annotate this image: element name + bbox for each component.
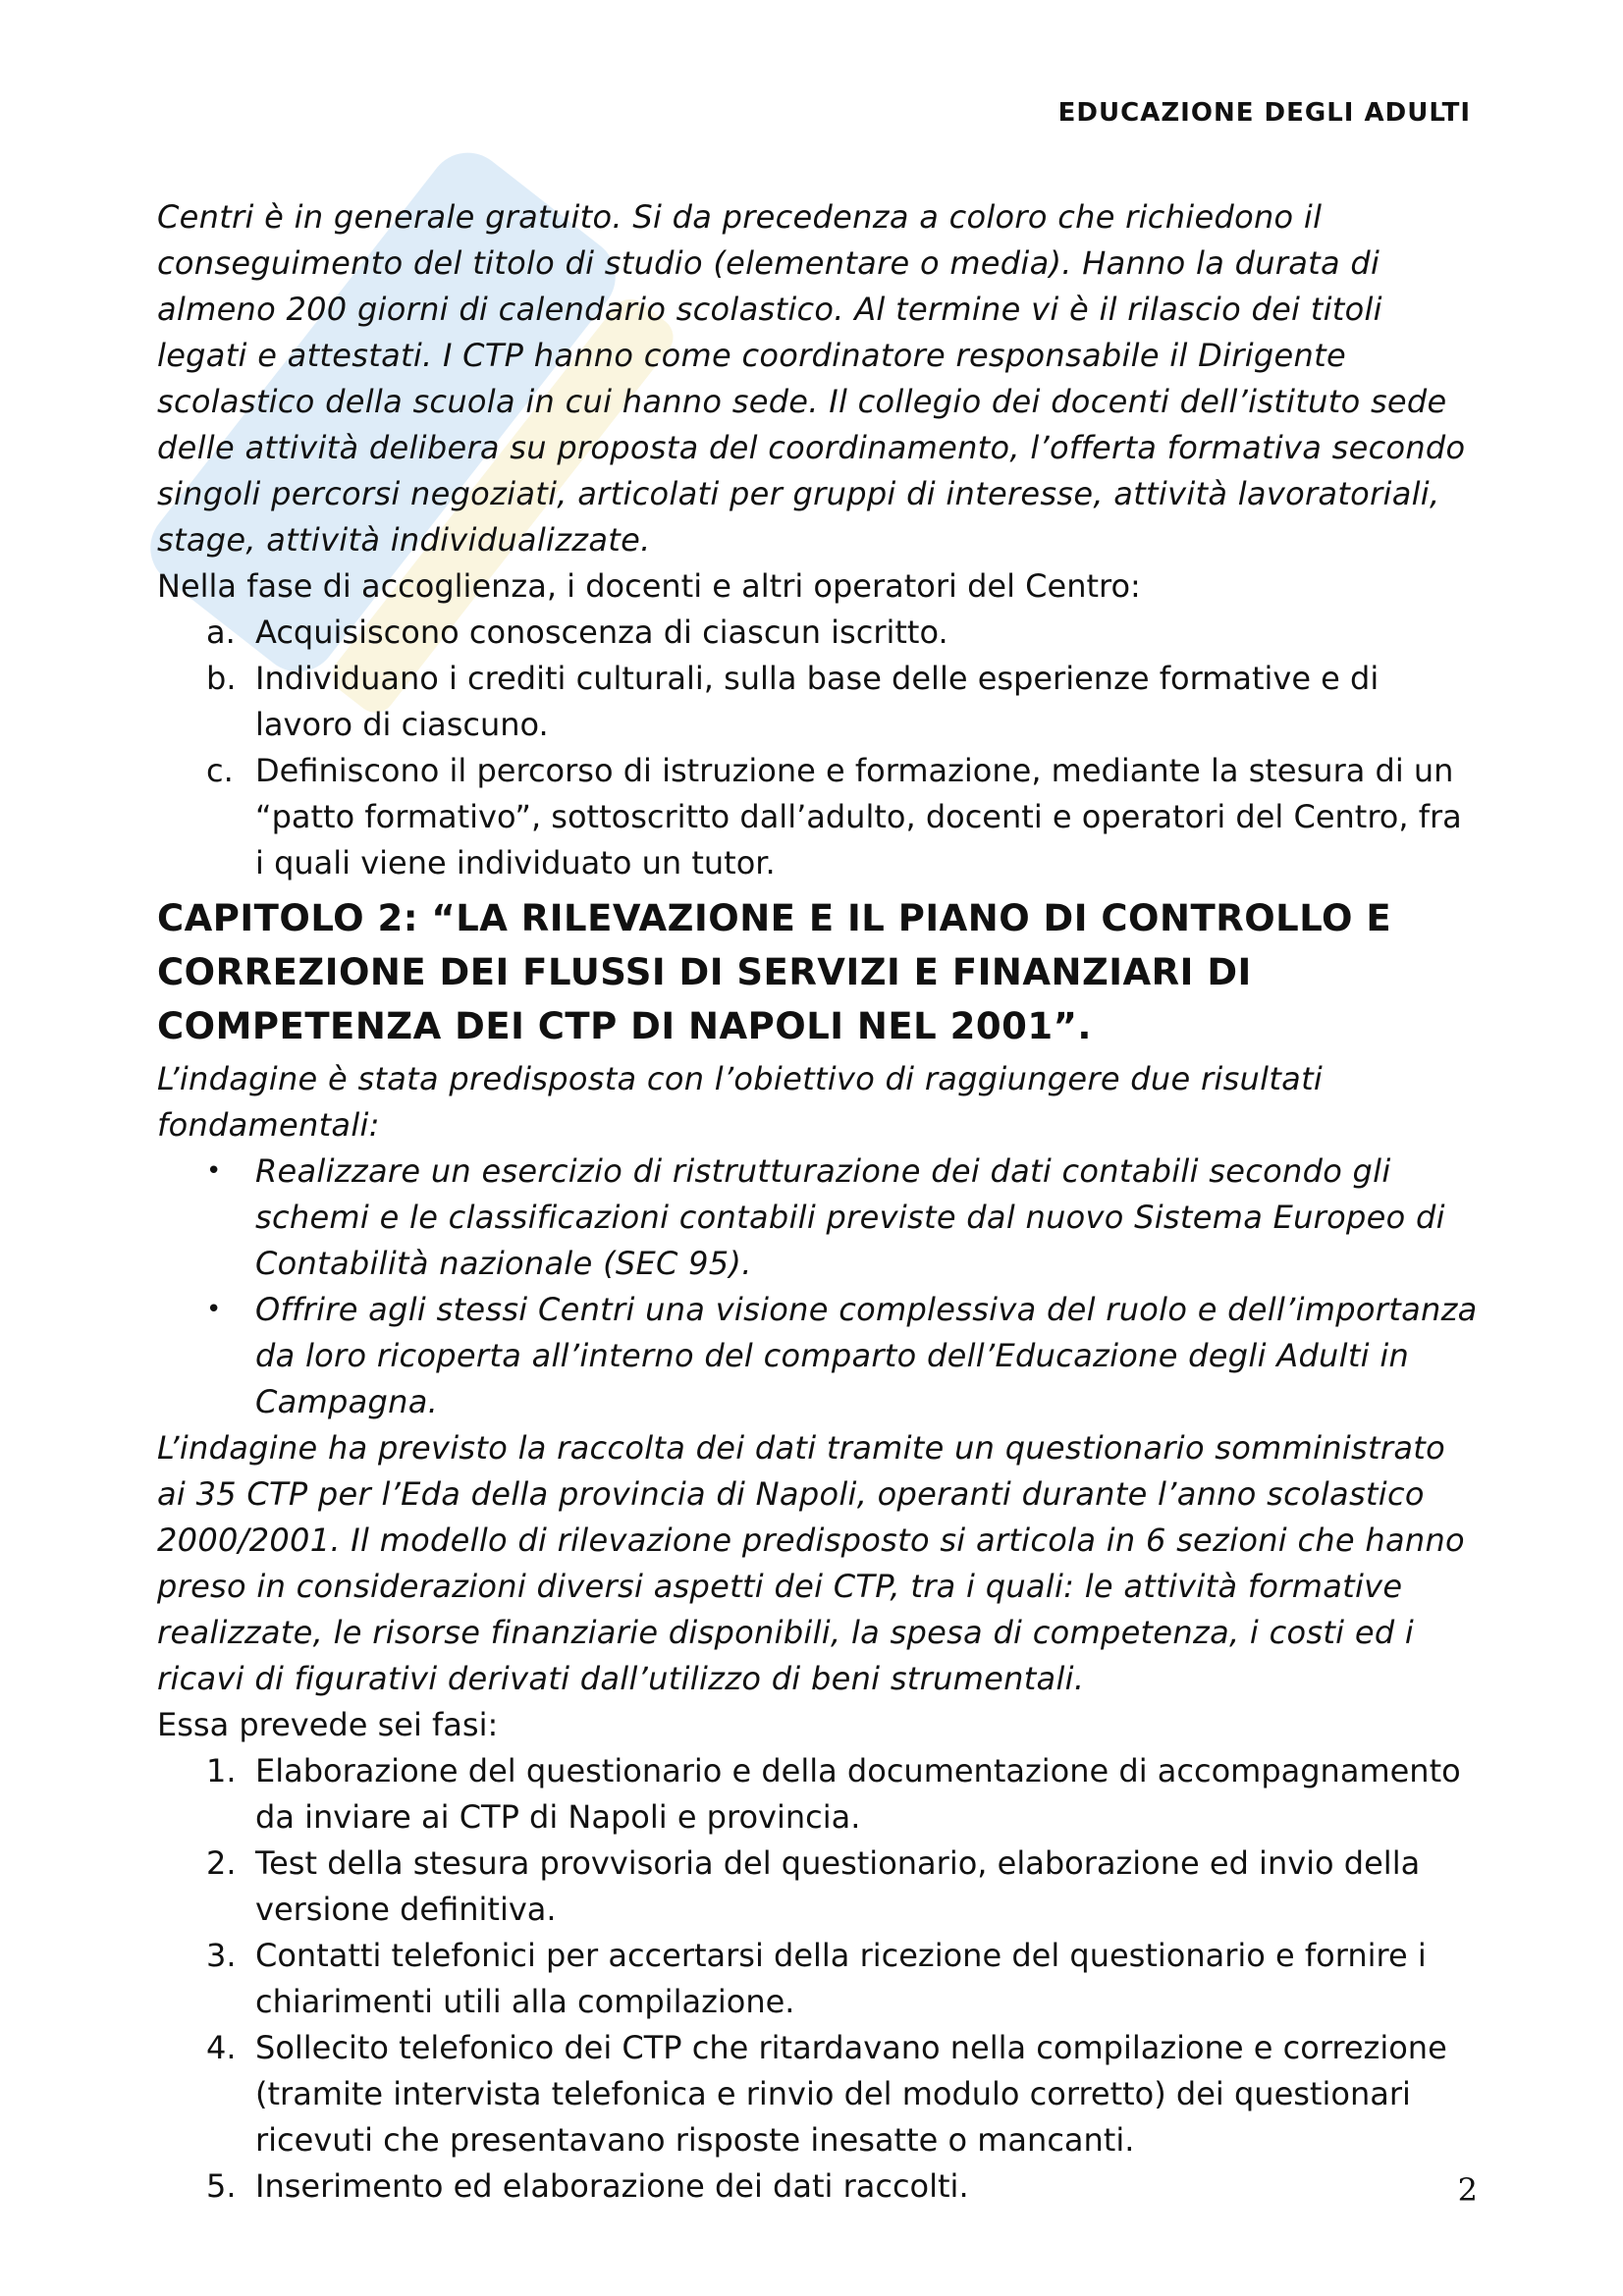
list-item-text: Individuano i crediti culturali, sulla base delle esperienze formative e di lavoro di ciascuno. <box>255 660 1380 743</box>
survey-intro: L’indagine è stata predisposta con l’obiettivo di raggiungere due risultati fondamentali: <box>157 1060 1324 1144</box>
reception-list <box>157 610 1478 886</box>
list-marker: a. <box>206 614 236 651</box>
document-body <box>157 194 1478 2210</box>
list-item-text: Inserimento ed elaborazione dei dati raccolti. <box>255 2167 969 2205</box>
list-marker: c. <box>206 752 234 789</box>
list-marker: 3. <box>206 1937 237 1974</box>
chapter-title: CAPITOLO 2: “LA RILEVAZIONE E IL PIANO DI CONTROLLO E CORREZIONE DEI FLUSSI DI SERVIZI E FINANZIARI DI COMPETENZA DEI CTP DI NAPOLI NEL 2001”. <box>157 897 1392 1047</box>
list-item <box>157 2163 1478 2210</box>
list-item-text: Definiscono il percorso di istruzione e formazione, mediante la stesura di un “patto formativo”, sottoscritto dall’adulto, docenti e operatori del Centro, fra i quali viene individuato un tutor. <box>255 752 1462 881</box>
list-item <box>157 1287 1478 1425</box>
bullet-icon: • <box>206 1156 222 1186</box>
survey-paragraph: L’indagine ha previsto la raccolta dei dati tramite un questionario somministrato ai 35 CTP per l’Eda della provincia di Napoli, operanti durante l’anno scolastico 2000/2001. Il modello di rilevazione predisposto si articola in 6 sezioni che hanno preso in considerazioni diversi aspetti dei CTP, tra i quali: le attività formative realizzate, le risorse finanziarie disponibili, la spesa di competenza, i costi ed i ricavi di figurativi derivati dall’utilizzo di beni strumentali. <box>157 1429 1465 1697</box>
list-item <box>157 1933 1478 2025</box>
list-item <box>157 610 1478 656</box>
list-marker: 5. <box>206 2167 237 2205</box>
list-item-text: Sollecito telefonico dei CTP che ritardavano nella compilazione e correzione (tramite intervista telefonica e rinvio del modulo corretto) dei questionari ricevuti che presentavano risposte inesatte o mancanti. <box>255 2029 1447 2159</box>
list-marker: 2. <box>206 1844 237 1882</box>
phases-intro: Essa prevede sei fasi: <box>157 1706 499 1743</box>
phases-list <box>157 1748 1478 2210</box>
bullet-icon: • <box>206 1295 222 1324</box>
list-item <box>157 748 1478 886</box>
list-marker: b. <box>206 660 237 697</box>
intro-paragraph: Centri è in generale gratuito. Si da precedenza a coloro che richiedono il conseguimento del titolo di studio (elementare o media). Hanno la durata di almeno 200 giorni di calendario scolastico. Al termine vi è il rilascio dei titoli legati e attestati. I CTP hanno come coordinatore responsabile il Dirigente scolastico della scuola in cui hanno sede. Il collegio dei docenti dell’istituto sede delle attività delibera su proposta del coordinamento, l’offerta formativa secondo singoli percorsi negoziati, articolati per gruppi di interesse, attività lavoratoriali, stage, attività individualizzate. <box>157 198 1466 559</box>
list-marker: 1. <box>206 1752 237 1789</box>
running-header: EDUCAZIONE DEGLI ADULTI <box>1057 98 1471 128</box>
list-item-text: Contatti telefonici per accertarsi della ricezione del questionario e fornire i chiarimenti utili alla compilazione. <box>255 1937 1427 2020</box>
list-item <box>157 2025 1478 2163</box>
list-marker: 4. <box>206 2029 237 2066</box>
list-item <box>157 1748 1478 1841</box>
list-item-text: Acquisiscono conoscenza di ciascun iscritto. <box>255 614 948 651</box>
reception-intro: Nella fase di accoglienza, i docenti e altri operatori del Centro: <box>157 567 1141 605</box>
list-item-text: Offrire agli stessi Centri una visione complessiva del ruolo e dell’importanza da loro ricoperta all’interno del comparto dell’Educazione degli Adulti in Campagna. <box>255 1291 1478 1420</box>
list-item <box>157 656 1478 748</box>
page-number: 2 <box>1457 2171 1478 2209</box>
list-item <box>157 1841 1478 1933</box>
goals-list <box>157 1148 1478 1425</box>
list-item <box>157 1148 1478 1287</box>
list-item-text: Realizzare un esercizio di ristrutturazione dei dati contabili secondo gli schemi e le classificazioni contabili previste dal nuovo Sistema Europeo di Contabilità nazionale (SEC 95). <box>255 1152 1445 1282</box>
list-item-text: Elaborazione del questionario e della documentazione di accompagnamento da inviare ai CTP di Napoli e provincia. <box>255 1752 1461 1836</box>
list-item-text: Test della stesura provvisoria del questionario, elaborazione ed invio della versione definitiva. <box>255 1844 1421 1928</box>
